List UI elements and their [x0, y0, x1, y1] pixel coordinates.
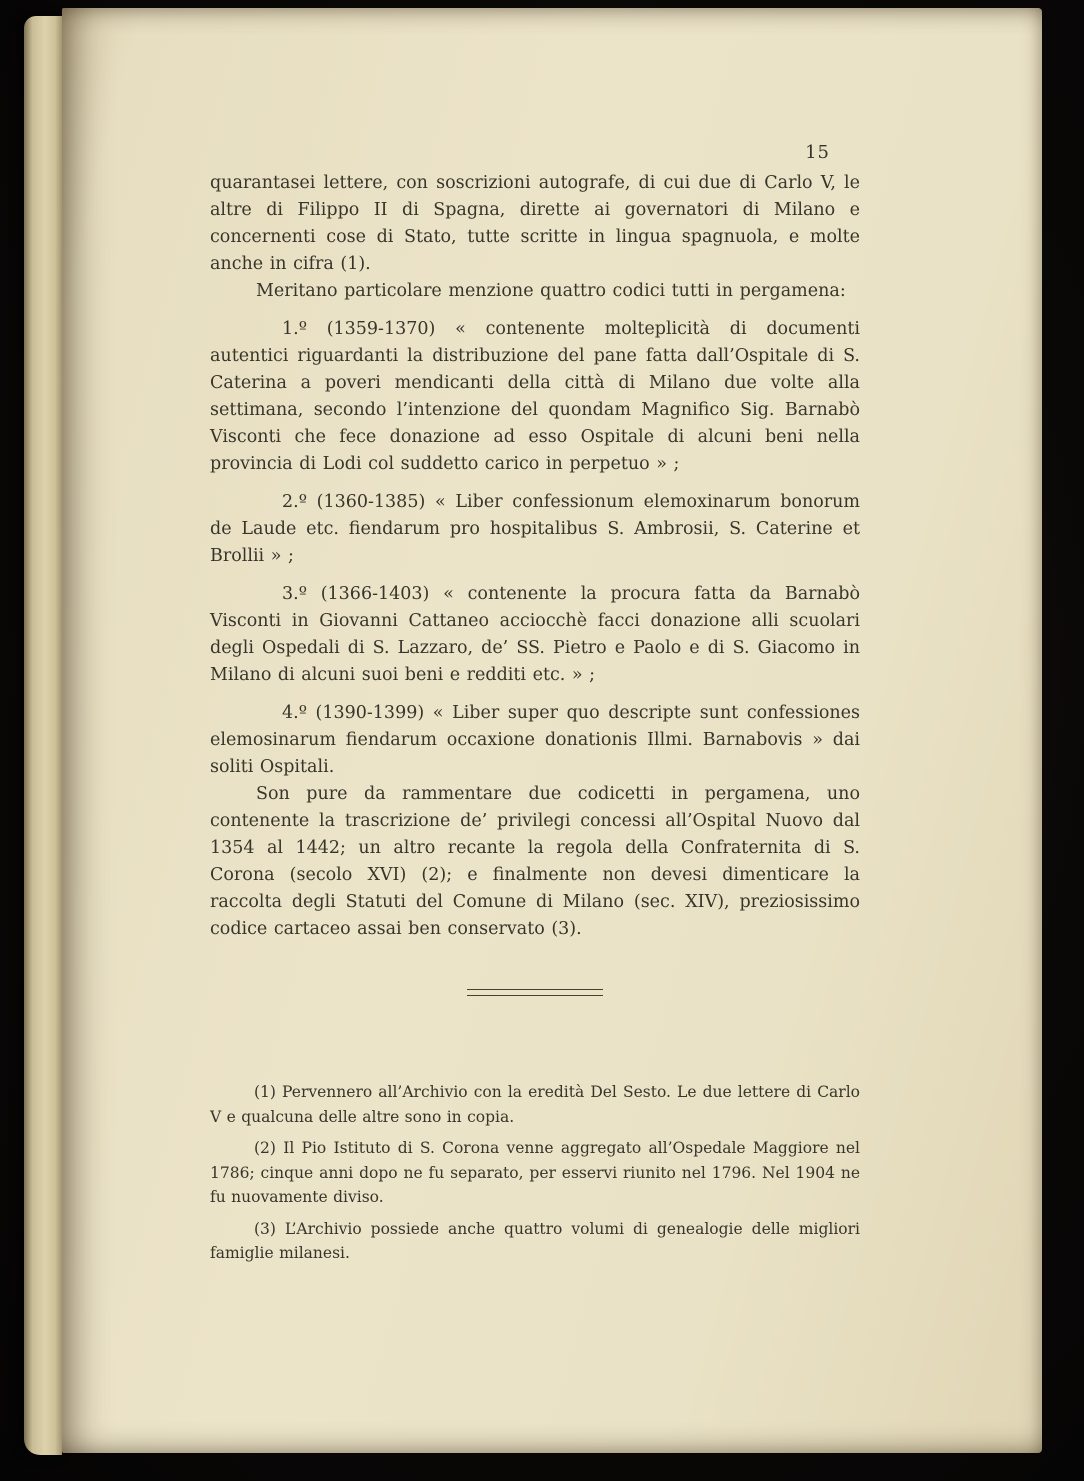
adjacent-page-edge	[24, 16, 62, 1455]
body-paragraph: Son pure da rammentare due codicetti in pergamena, uno contenente la trascrizione de’ privilegi concessi all’Ospital Nuovo dal 1354 al 1442; un altro recante la regola della Confraternita di S. Corona (secolo XVI) (2); e finalmente non devesi dimenticare la raccolta degli Statuti del Comune di Milano (sec. XIV), preziosissimo codice cartaceo assai ben conservato (3).	[210, 784, 860, 939]
section-divider	[467, 989, 603, 996]
body-text	[210, 170, 860, 943]
page-number: 15	[805, 142, 830, 163]
codex-item: 1.º (1359-1370) « contenente molteplicità di documenti autentici riguardanti la distribuzione del pane fatta dall’Ospitale di S. Caterina a poveri mendicanti della città di Milano due volte alla settimana, secondo l’intenzione del quondam Magnifico Sig. Barnabò Visconti che fece donazione ad esso Ospitale di alcuni beni nella provincia di Lodi col suddetto carico in perpetuo » ;	[210, 319, 860, 474]
body-paragraph: Meritano particolare menzione quattro codici tutti in pergamena:	[256, 281, 846, 301]
text-column	[210, 8, 860, 1266]
footnotes	[210, 1080, 860, 1266]
footnote: (3) L’Archivio possiede anche quattro volumi di genealogie delle migliori famiglie milanesi.	[210, 1219, 860, 1262]
codex-item: 2.º (1360-1385) « Liber confessionum elemoxinarum bonorum de Laude etc. fiendarum pro hospitalibus S. Ambrosii, S. Caterine et Brollii » ;	[210, 492, 860, 566]
footnote: (2) Il Pio Istituto di S. Corona venne aggregato all’Ospedale Maggiore nel 1786; cinque anni dopo ne fu separato, per esservi riunito nel 1796. Nel 1904 ne fu nuovamente diviso.	[210, 1139, 860, 1206]
body-paragraph: quarantasei lettere, con soscrizioni autografe, di cui due di Carlo V, le altre di Filippo II di Spagna, dirette ai governatori di Milano e concernenti cose di Stato, tutte scritte in lingua spagnuola, e molte anche in cifra (1).	[210, 173, 860, 274]
codex-item: 4.º (1390-1399) « Liber super quo descripte sunt confessiones elemosinarum fiendarum occaxione donationis Illmi. Barnabovis » dai soliti Ospitali.	[210, 703, 860, 777]
codex-item: 3.º (1366-1403) « contenente la procura fatta da Barnabò Visconti in Giovanni Cattaneo acciocchè facci donazione alli scuolari degli Ospedali di S. Lazzaro, de’ SS. Pietro e Paolo e di S. Giacomo in Milano di alcuni suoi beni e redditi etc. » ;	[210, 584, 860, 685]
footnote: (1) Pervennero all’Archivio con la eredità Del Sesto. Le due lettere di Carlo V e qualcuna delle altre sono in copia.	[210, 1083, 860, 1126]
book-page	[62, 8, 1042, 1453]
